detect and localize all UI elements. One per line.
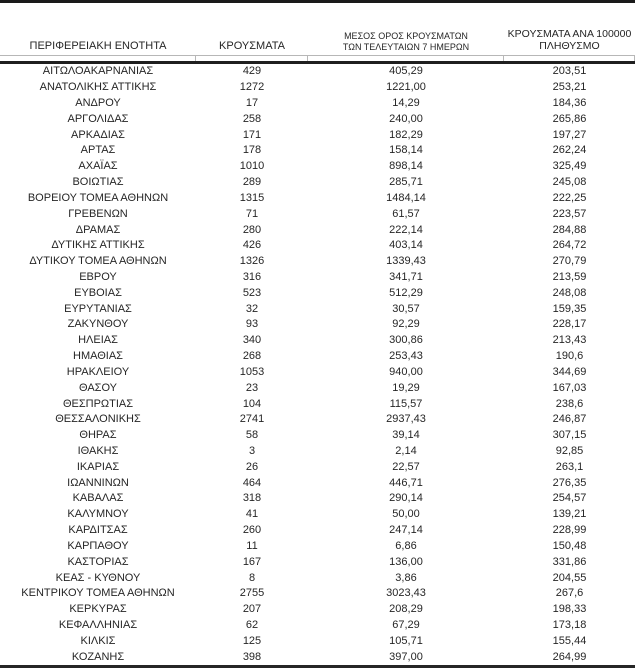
header-per100k-line1: ΚΡΟΥΣΜΑΤΑ ΑΝΑ 100000 <box>507 27 632 40</box>
table-row <box>0 586 635 602</box>
gridline-tick <box>308 56 504 61</box>
per100k-cell: 264,99 <box>552 650 587 663</box>
cases-cell: 17 <box>245 97 259 110</box>
per100k-cell: 262,24 <box>552 144 587 157</box>
avg7-cell: 397,00 <box>389 650 423 663</box>
header-avg7-line2: ΤΩΝ ΤΕΛΕΥΤΑΙΩΝ 7 ΗΜΕΡΩΝ <box>342 42 470 53</box>
table-row <box>0 159 635 175</box>
table-row <box>0 380 635 396</box>
table-row <box>0 285 635 301</box>
cases-cell: 1272 <box>239 81 265 94</box>
region-cell: ΑΡΤΑΣ <box>80 144 116 157</box>
per100k-cell: 184,36 <box>552 97 587 110</box>
cases-cell: 1053 <box>239 365 265 378</box>
avg7-cell: 115,57 <box>389 397 423 410</box>
per100k-cell: 267,6 <box>555 587 584 600</box>
table-row <box>0 412 635 428</box>
bottom-border-line <box>0 665 635 668</box>
avg7-cell: 446,71 <box>389 476 423 489</box>
avg7-cell: 14,29 <box>392 97 420 110</box>
avg7-cell: 240,00 <box>389 112 423 125</box>
table-row <box>0 333 635 349</box>
cases-cell: 8 <box>248 571 256 584</box>
region-cell: ΔΥΤΙΚΗΣ ΑΤΤΙΚΗΣ <box>51 239 145 252</box>
per100k-cell: 173,18 <box>552 618 587 631</box>
avg7-cell: 898,14 <box>389 160 423 173</box>
header-region-label: ΠΕΡΙΦΕΡΕΙΑΚΗ ΕΝΟΤΗΤΑ <box>29 39 167 52</box>
cases-cell: 104 <box>242 397 262 410</box>
per100k-cell: 263,1 <box>555 460 584 473</box>
avg7-cell: 30,57 <box>392 302 420 315</box>
cases-cell: 71 <box>245 207 259 220</box>
gridline-tick <box>196 56 308 61</box>
avg7-cell: 512,29 <box>389 286 423 299</box>
table-row <box>0 570 635 586</box>
per100k-cell: 284,88 <box>552 223 587 236</box>
region-cell: ΔΥΤΙΚΟΥ ΤΟΜΕΑ ΑΘΗΝΩΝ <box>29 255 167 268</box>
cases-cell: 125 <box>242 634 262 647</box>
cases-cell: 258 <box>242 112 262 125</box>
cases-cell: 280 <box>242 223 262 236</box>
avg7-cell: 208,29 <box>389 603 423 616</box>
avg7-cell: 2937,43 <box>386 413 426 426</box>
per100k-cell: 223,57 <box>552 207 587 220</box>
avg7-cell: 22,57 <box>392 460 420 473</box>
table-row <box>0 270 635 286</box>
cases-cell: 178 <box>242 144 262 157</box>
region-cell: ΚΙΛΚΙΣ <box>80 634 116 647</box>
per100k-cell: 203,51 <box>552 65 587 78</box>
region-cell: ΚΕΦΑΛΛΗΝΙΑΣ <box>58 618 138 631</box>
per100k-cell: 246,87 <box>552 413 587 426</box>
avg7-cell: 1339,43 <box>386 255 426 268</box>
table-row <box>0 64 635 80</box>
cases-cell: 268 <box>242 350 262 363</box>
table-row <box>0 238 635 254</box>
header-gridline-strip <box>0 55 635 61</box>
table-row <box>0 175 635 191</box>
region-cell: ΕΥΡΥΤΑΝΙΑΣ <box>64 302 132 315</box>
gridline-tick <box>0 56 196 61</box>
table-row <box>0 96 635 112</box>
table-row <box>0 127 635 143</box>
table-row <box>0 507 635 523</box>
region-cell: ΘΕΣΣΑΛΟΝΙΚΗΣ <box>55 413 141 426</box>
per100k-cell: 264,72 <box>552 239 587 252</box>
table-row <box>0 523 635 539</box>
region-cell: ΚΟΖΑΝΗΣ <box>71 650 125 663</box>
table-row <box>0 364 635 380</box>
table-row <box>0 491 635 507</box>
region-cell: ΚΑΣΤΟΡΙΑΣ <box>67 555 129 568</box>
per100k-cell: 213,59 <box>552 271 587 283</box>
region-cell: ΔΡΑΜΑΣ <box>75 223 121 236</box>
cases-cell: 289 <box>242 176 262 189</box>
cases-cell: 340 <box>242 334 262 347</box>
avg7-cell: 285,71 <box>389 176 423 189</box>
region-cell: ΚΑΡΠΑΘΟΥ <box>67 539 129 552</box>
avg7-cell: 92,29 <box>392 318 420 331</box>
region-cell: ΕΒΡΟΥ <box>79 271 117 283</box>
per100k-cell: 325,49 <box>552 160 587 173</box>
region-cell: ΚΕΡΚΥΡΑΣ <box>69 603 127 616</box>
cases-cell: 2755 <box>239 587 265 600</box>
header-avg7-line1: ΜΕΣΟΣ ΟΡΟΣ ΚΡΟΥΣΜΑΤΩΝ <box>344 31 468 42</box>
region-cell: ΘΗΡΑΣ <box>79 429 117 442</box>
per100k-cell: 139,21 <box>552 508 587 521</box>
per100k-cell: 150,48 <box>552 539 587 552</box>
per100k-cell: 213,43 <box>552 334 587 347</box>
cases-cell: 260 <box>242 524 262 537</box>
avg7-cell: 1221,00 <box>386 81 426 94</box>
table-row <box>0 396 635 412</box>
per100k-cell: 254,57 <box>552 492 587 505</box>
table-row <box>0 206 635 222</box>
header-avg7 <box>308 31 504 55</box>
cases-cell: 464 <box>242 476 262 489</box>
region-cell: ΑΧΑΪΑΣ <box>78 160 118 173</box>
avg7-cell: 39,14 <box>392 429 420 442</box>
region-cell: ΑΡΚΑΔΙΑΣ <box>71 128 125 141</box>
region-cell: ΒΟΡΕΙΟΥ ΤΟΜΕΑ ΑΘΗΝΩΝ <box>27 191 169 204</box>
cases-cell: 26 <box>245 460 259 473</box>
avg7-cell: 247,14 <box>389 524 423 537</box>
header-cases-label: ΚΡΟΥΣΜΑΤΑ <box>219 39 285 52</box>
per100k-cell: 265,86 <box>552 112 587 125</box>
avg7-cell: 61,57 <box>392 207 420 220</box>
cases-cell: 316 <box>242 271 262 283</box>
avg7-cell: 105,71 <box>389 634 423 647</box>
table-row <box>0 618 635 634</box>
per100k-cell: 92,85 <box>555 444 584 457</box>
cases-cell: 23 <box>245 381 259 394</box>
per100k-cell: 245,08 <box>552 176 587 189</box>
avg7-cell: 2,14 <box>395 444 417 457</box>
header-per100k-line2: ΠΛΗΘΥΣΜΟ <box>539 40 600 53</box>
table-row <box>0 475 635 491</box>
table-row <box>0 602 635 618</box>
avg7-cell: 405,29 <box>389 65 423 78</box>
table-row <box>0 111 635 127</box>
table-row <box>0 143 635 159</box>
avg7-cell: 403,14 <box>389 239 423 252</box>
avg7-cell: 19,29 <box>392 381 420 394</box>
per100k-cell: 307,15 <box>552 429 587 442</box>
per100k-cell: 167,03 <box>552 381 587 394</box>
per100k-cell: 198,33 <box>552 603 587 616</box>
per100k-cell: 228,99 <box>552 524 587 537</box>
avg7-cell: 67,29 <box>392 618 420 631</box>
cases-cell: 3 <box>248 444 256 457</box>
per100k-cell: 159,35 <box>552 302 587 315</box>
table-row <box>0 191 635 207</box>
cases-cell: 11 <box>246 539 258 552</box>
cases-cell: 429 <box>242 65 262 78</box>
avg7-cell: 253,43 <box>389 350 423 363</box>
region-cell: ΑΡΓΟΛΙΔΑΣ <box>67 112 129 125</box>
cases-cell: 41 <box>245 508 259 521</box>
region-cell: ΓΡΕΒΕΝΩΝ <box>68 207 128 220</box>
cases-cell: 398 <box>242 650 262 663</box>
cases-cell: 207 <box>242 603 262 616</box>
avg7-cell: 182,29 <box>389 128 423 141</box>
region-cell: ΗΜΑΘΙΑΣ <box>73 350 123 363</box>
region-cell: ΑΙΤΩΛΟΑΚΑΡΝΑΝΙΑΣ <box>42 65 154 78</box>
table-header-row <box>0 3 635 55</box>
table-row <box>0 459 635 475</box>
region-cell: ΗΡΑΚΛΕΙΟΥ <box>66 365 130 378</box>
region-cell: ΚΑΛΥΜΝΟΥ <box>67 508 129 521</box>
region-cell: ΗΛΕΙΑΣ <box>78 334 118 347</box>
region-cell: ΙΚΑΡΙΑΣ <box>76 460 120 473</box>
table-row <box>0 633 635 649</box>
region-cell: ΕΥΒΟΙΑΣ <box>74 286 122 299</box>
cases-cell: 1326 <box>239 255 265 268</box>
cases-cell: 426 <box>242 239 262 252</box>
table-row <box>0 317 635 333</box>
per100k-cell: 228,17 <box>552 318 587 331</box>
per100k-cell: 204,55 <box>552 571 587 584</box>
avg7-cell: 136,00 <box>389 555 423 568</box>
avg7-cell: 222,14 <box>389 223 423 236</box>
avg7-cell: 940,00 <box>389 365 423 378</box>
cases-cell: 167 <box>242 555 262 568</box>
avg7-cell: 50,00 <box>392 508 420 521</box>
cases-cell: 523 <box>242 286 262 299</box>
per100k-cell: 238,6 <box>555 397 584 410</box>
per100k-cell: 270,79 <box>552 255 587 268</box>
cases-cell: 93 <box>245 318 259 331</box>
avg7-cell: 300,86 <box>389 334 423 347</box>
avg7-cell: 3023,43 <box>386 587 426 600</box>
region-cell: ΖΑΚΥΝΘΟΥ <box>67 318 129 331</box>
region-cell: ΒΟΙΩΤΙΑΣ <box>72 176 124 189</box>
cases-cell: 58 <box>245 429 259 442</box>
gridline-tick <box>504 56 635 61</box>
cases-cell: 171 <box>242 128 262 141</box>
table-row <box>0 444 635 460</box>
cases-cell: 1315 <box>239 191 265 204</box>
header-region <box>0 40 196 55</box>
per100k-cell: 331,86 <box>552 555 587 568</box>
table-row <box>0 649 635 665</box>
avg7-cell: 341,71 <box>389 271 423 283</box>
per100k-cell: 344,69 <box>552 365 587 378</box>
table-row <box>0 554 635 570</box>
per100k-cell: 155,44 <box>552 634 587 647</box>
table-row <box>0 428 635 444</box>
table-row <box>0 349 635 365</box>
region-cell: ΘΕΣΠΡΩΤΙΑΣ <box>62 397 134 410</box>
per100k-cell: 222,25 <box>552 191 587 204</box>
table-row <box>0 538 635 554</box>
region-cell: ΘΑΣΟΥ <box>78 381 118 394</box>
table-row <box>0 254 635 270</box>
header-per100k <box>504 28 635 55</box>
per100k-cell: 276,35 <box>552 476 587 489</box>
cases-cell: 1010 <box>239 160 265 173</box>
region-cell: ΙΘΑΚΗΣ <box>77 444 119 457</box>
region-cell: ΚΕΑΣ - ΚΥΘΝΟΥ <box>55 571 141 584</box>
per100k-cell: 248,08 <box>552 286 587 299</box>
table-row <box>0 301 635 317</box>
avg7-cell: 158,14 <box>389 144 423 157</box>
region-cell: ΑΝΔΡΟΥ <box>75 97 121 110</box>
table-row <box>0 222 635 238</box>
avg7-cell: 1484,14 <box>386 191 426 204</box>
table-row <box>0 80 635 96</box>
header-cases <box>196 40 308 55</box>
region-cell: ΚΕΝΤΡΙΚΟΥ ΤΟΜΕΑ ΑΘΗΝΩΝ <box>21 587 175 600</box>
region-cell: ΚΑΡΔΙΤΣΑΣ <box>68 524 128 537</box>
cases-cell: 318 <box>242 492 262 505</box>
region-cell: ΙΩΑΝΝΙΝΩΝ <box>67 476 129 489</box>
region-cell: ΚΑΒΑΛΑΣ <box>72 492 124 505</box>
avg7-cell: 6,86 <box>395 539 417 552</box>
cases-cell: 32 <box>245 302 259 315</box>
per100k-cell: 190,6 <box>555 350 584 363</box>
cases-cell: 62 <box>245 618 259 631</box>
avg7-cell: 290,14 <box>389 492 423 505</box>
avg7-cell: 3,86 <box>395 571 417 584</box>
table-body <box>0 64 635 665</box>
per100k-cell: 253,21 <box>552 81 587 94</box>
region-cell: ΑΝΑΤΟΛΙΚΗΣ ΑΤΤΙΚΗΣ <box>39 81 157 94</box>
per100k-cell: 197,27 <box>552 128 587 141</box>
cases-cell: 2741 <box>239 413 265 426</box>
